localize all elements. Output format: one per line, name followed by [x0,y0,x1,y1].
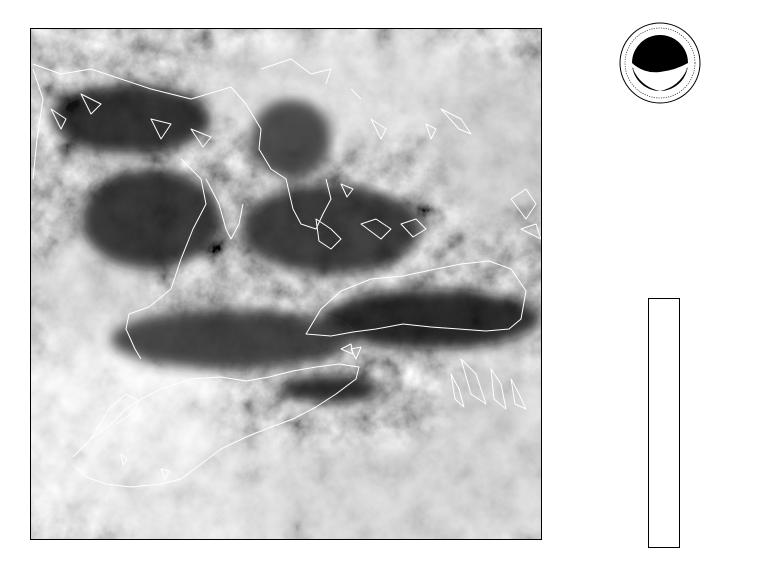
satellite-image [30,28,542,540]
reflectance-colorbar [648,298,680,548]
datetime-label [560,162,772,174]
satellite-image-svg [31,29,542,540]
noaa-logo [619,22,701,104]
